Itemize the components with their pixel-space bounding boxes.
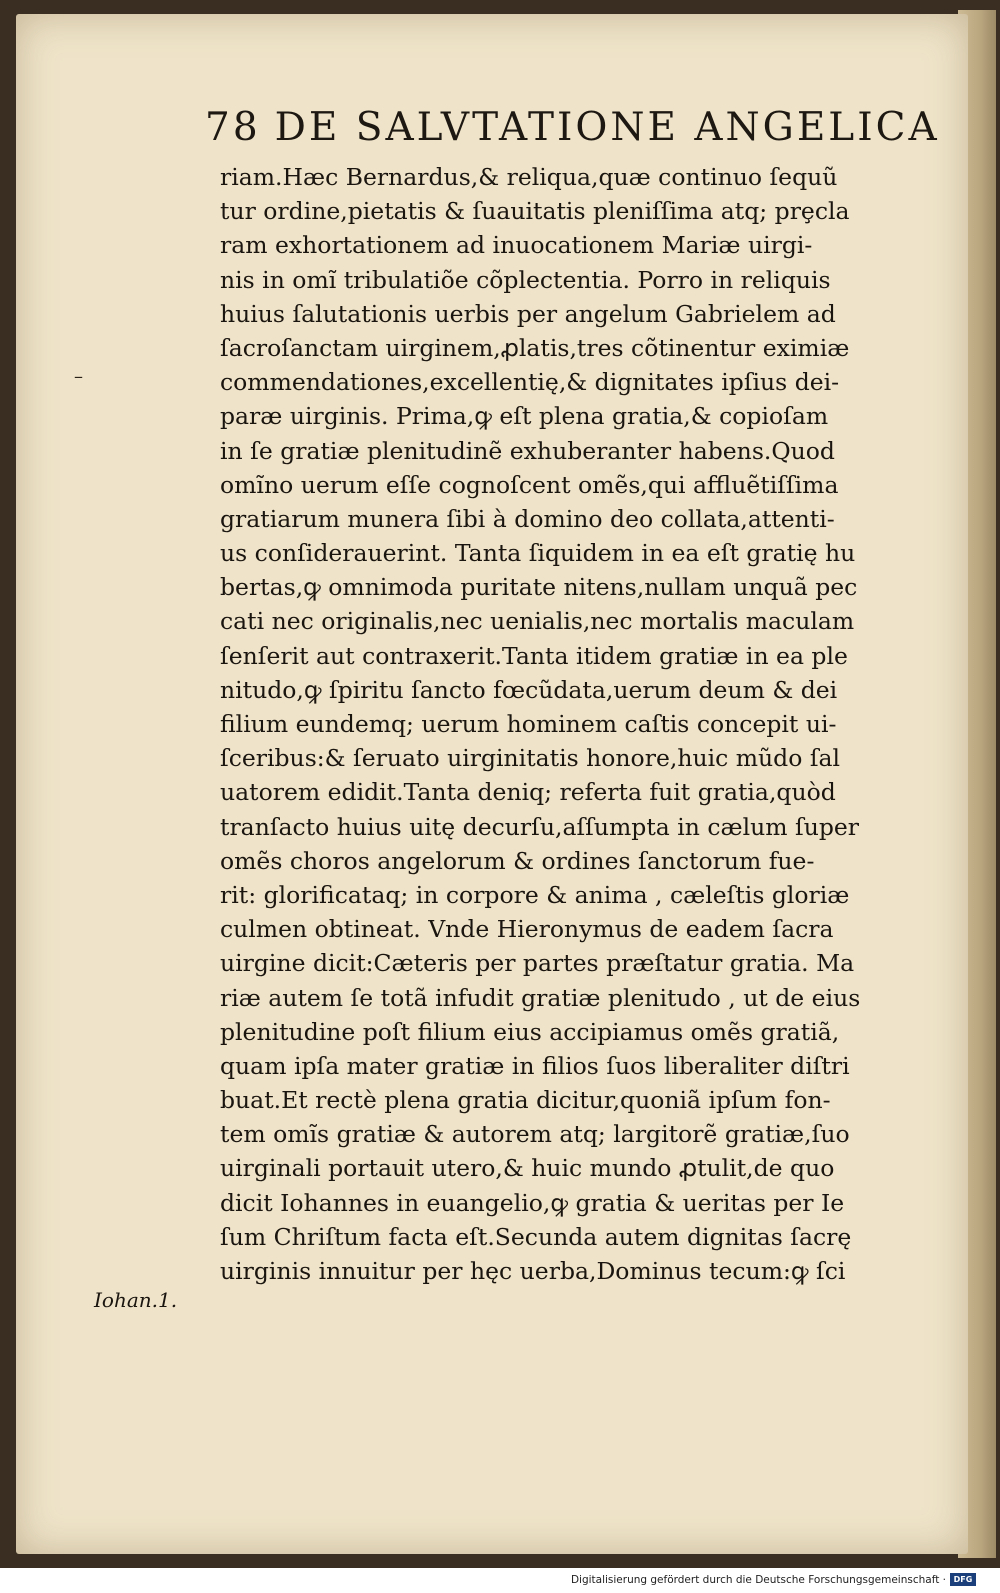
running-header [205, 105, 940, 155]
text-line: gratiarum munera ſibi à domino deo collata,attenti- [220, 504, 835, 533]
text-line: paræ uirginis. Prima,ꝙ eſt plena gratia,& copioſam [220, 402, 829, 431]
text-line: omẽs choros angelorum & ordines ſanctorum fue- [220, 846, 815, 875]
text-line: rit: glorificataq; in corpore & anima , cæleſtis gloriæ [220, 880, 850, 909]
body-text [220, 160, 940, 1288]
text-line: us conſiderauerint. Tanta ſiquidem in ea eſt gratię hu [220, 539, 856, 568]
text-line: bertas,ꝙ omnimoda puritate nitens,nullam unquã pec [220, 573, 858, 602]
footer-credit: Digitalisierung gefördert durch die Deutsche Forschungsgemeinschaft · [570, 1574, 946, 1586]
margin-note: Iohan.1. [94, 1288, 178, 1312]
text-line: culmen obtineat. Vnde Hieronymus de eadem ſacra [220, 915, 834, 944]
text-line: omĩno uerum eſſe cognoſcent omẽs,qui affluẽtiſſima [220, 470, 839, 499]
text-line: in ſe gratiæ plenitudinẽ exhuberanter habens.Quod [220, 436, 835, 465]
text-line: uirgine dicit:Cæteris per partes præſtatur gratia. Ma [220, 949, 855, 978]
text-line: ram exhortationem ad inuocationem Mariæ uirgi- [220, 231, 813, 260]
margin-mark: – [74, 366, 83, 387]
text-line: ſacroſanctam uirginem,ꝓlatis,tres cõtinentur eximiæ [220, 333, 850, 362]
text-line: ſceribus:& ſeruato uirginitatis honore,huic mũdo ſal [220, 744, 841, 773]
text-line: huius ſalutationis uerbis per angelum Gabrielem ad [220, 299, 836, 328]
text-line: nitudo,ꝙ ſpiritu ſancto fœcũdata,uerum deum & dei [220, 675, 838, 704]
text-line: filium eundemq; uerum hominem caſtis concepit ui- [220, 710, 837, 738]
text-line: uatorem edidit.Tanta deniq; referta fuit gratia,quòd [220, 778, 836, 807]
dfg-logo: DFG [950, 1573, 976, 1586]
text-line: uirginali portauit utero,& huic mundo ꝓtulit,de quo [220, 1154, 835, 1183]
text-line: quam ipſa mater gratiæ in filios ſuos liberaliter diſtri [220, 1051, 850, 1080]
text-line: ſum Chriſtum facta eſt.Secunda autem dignitas ſacrę [220, 1222, 852, 1251]
text-line: commendationes,excellentię,& dignitates ipſius dei- [220, 368, 840, 397]
running-head-title: DE SALVTATIONE ANGELICA [274, 105, 940, 150]
text-line: dicit Iohannes in euangelio,ꝙ gratia & ueritas per Ie [220, 1188, 845, 1217]
text-line: tem omĩs gratiæ & autorem atq; largitorẽ gratiæ,ſuo [220, 1120, 850, 1149]
text-line: tranſacto huius uitę decurſu,aſſumpta in cælum ſuper [220, 812, 860, 841]
text-line: cati nec originalis,nec uenialis,nec mortalis maculam [220, 607, 855, 636]
text-line: plenitudine poſt filium eius accipiamus omẽs gratiã, [220, 1017, 840, 1046]
text-line: riæ autem ſe totã infudit gratiæ plenitudo , ut de eius [220, 983, 861, 1012]
text-line: riam.Hæc Bernardus,& reliqua,quæ continuo ſequũ [220, 163, 838, 191]
text-line: ſenſerit aut contraxerit.Tanta itidem gratiæ in ea ple [220, 641, 848, 670]
page-number: 78 [205, 105, 261, 150]
text-line: nis in omĩ tribulatiõe cõplectentia. Porro in reliquis [220, 265, 831, 294]
text-line: buat.Et rectè plena gratia dicitur,quoniã ipſum fon- [220, 1086, 831, 1115]
text-line: tur ordine,pietatis & ſuauitatis pleniſſima atq; prȩcla [220, 197, 850, 226]
text-line: uirginis innuitur per hęc uerba,Dominus tecum:ꝙ ſci [220, 1257, 846, 1285]
